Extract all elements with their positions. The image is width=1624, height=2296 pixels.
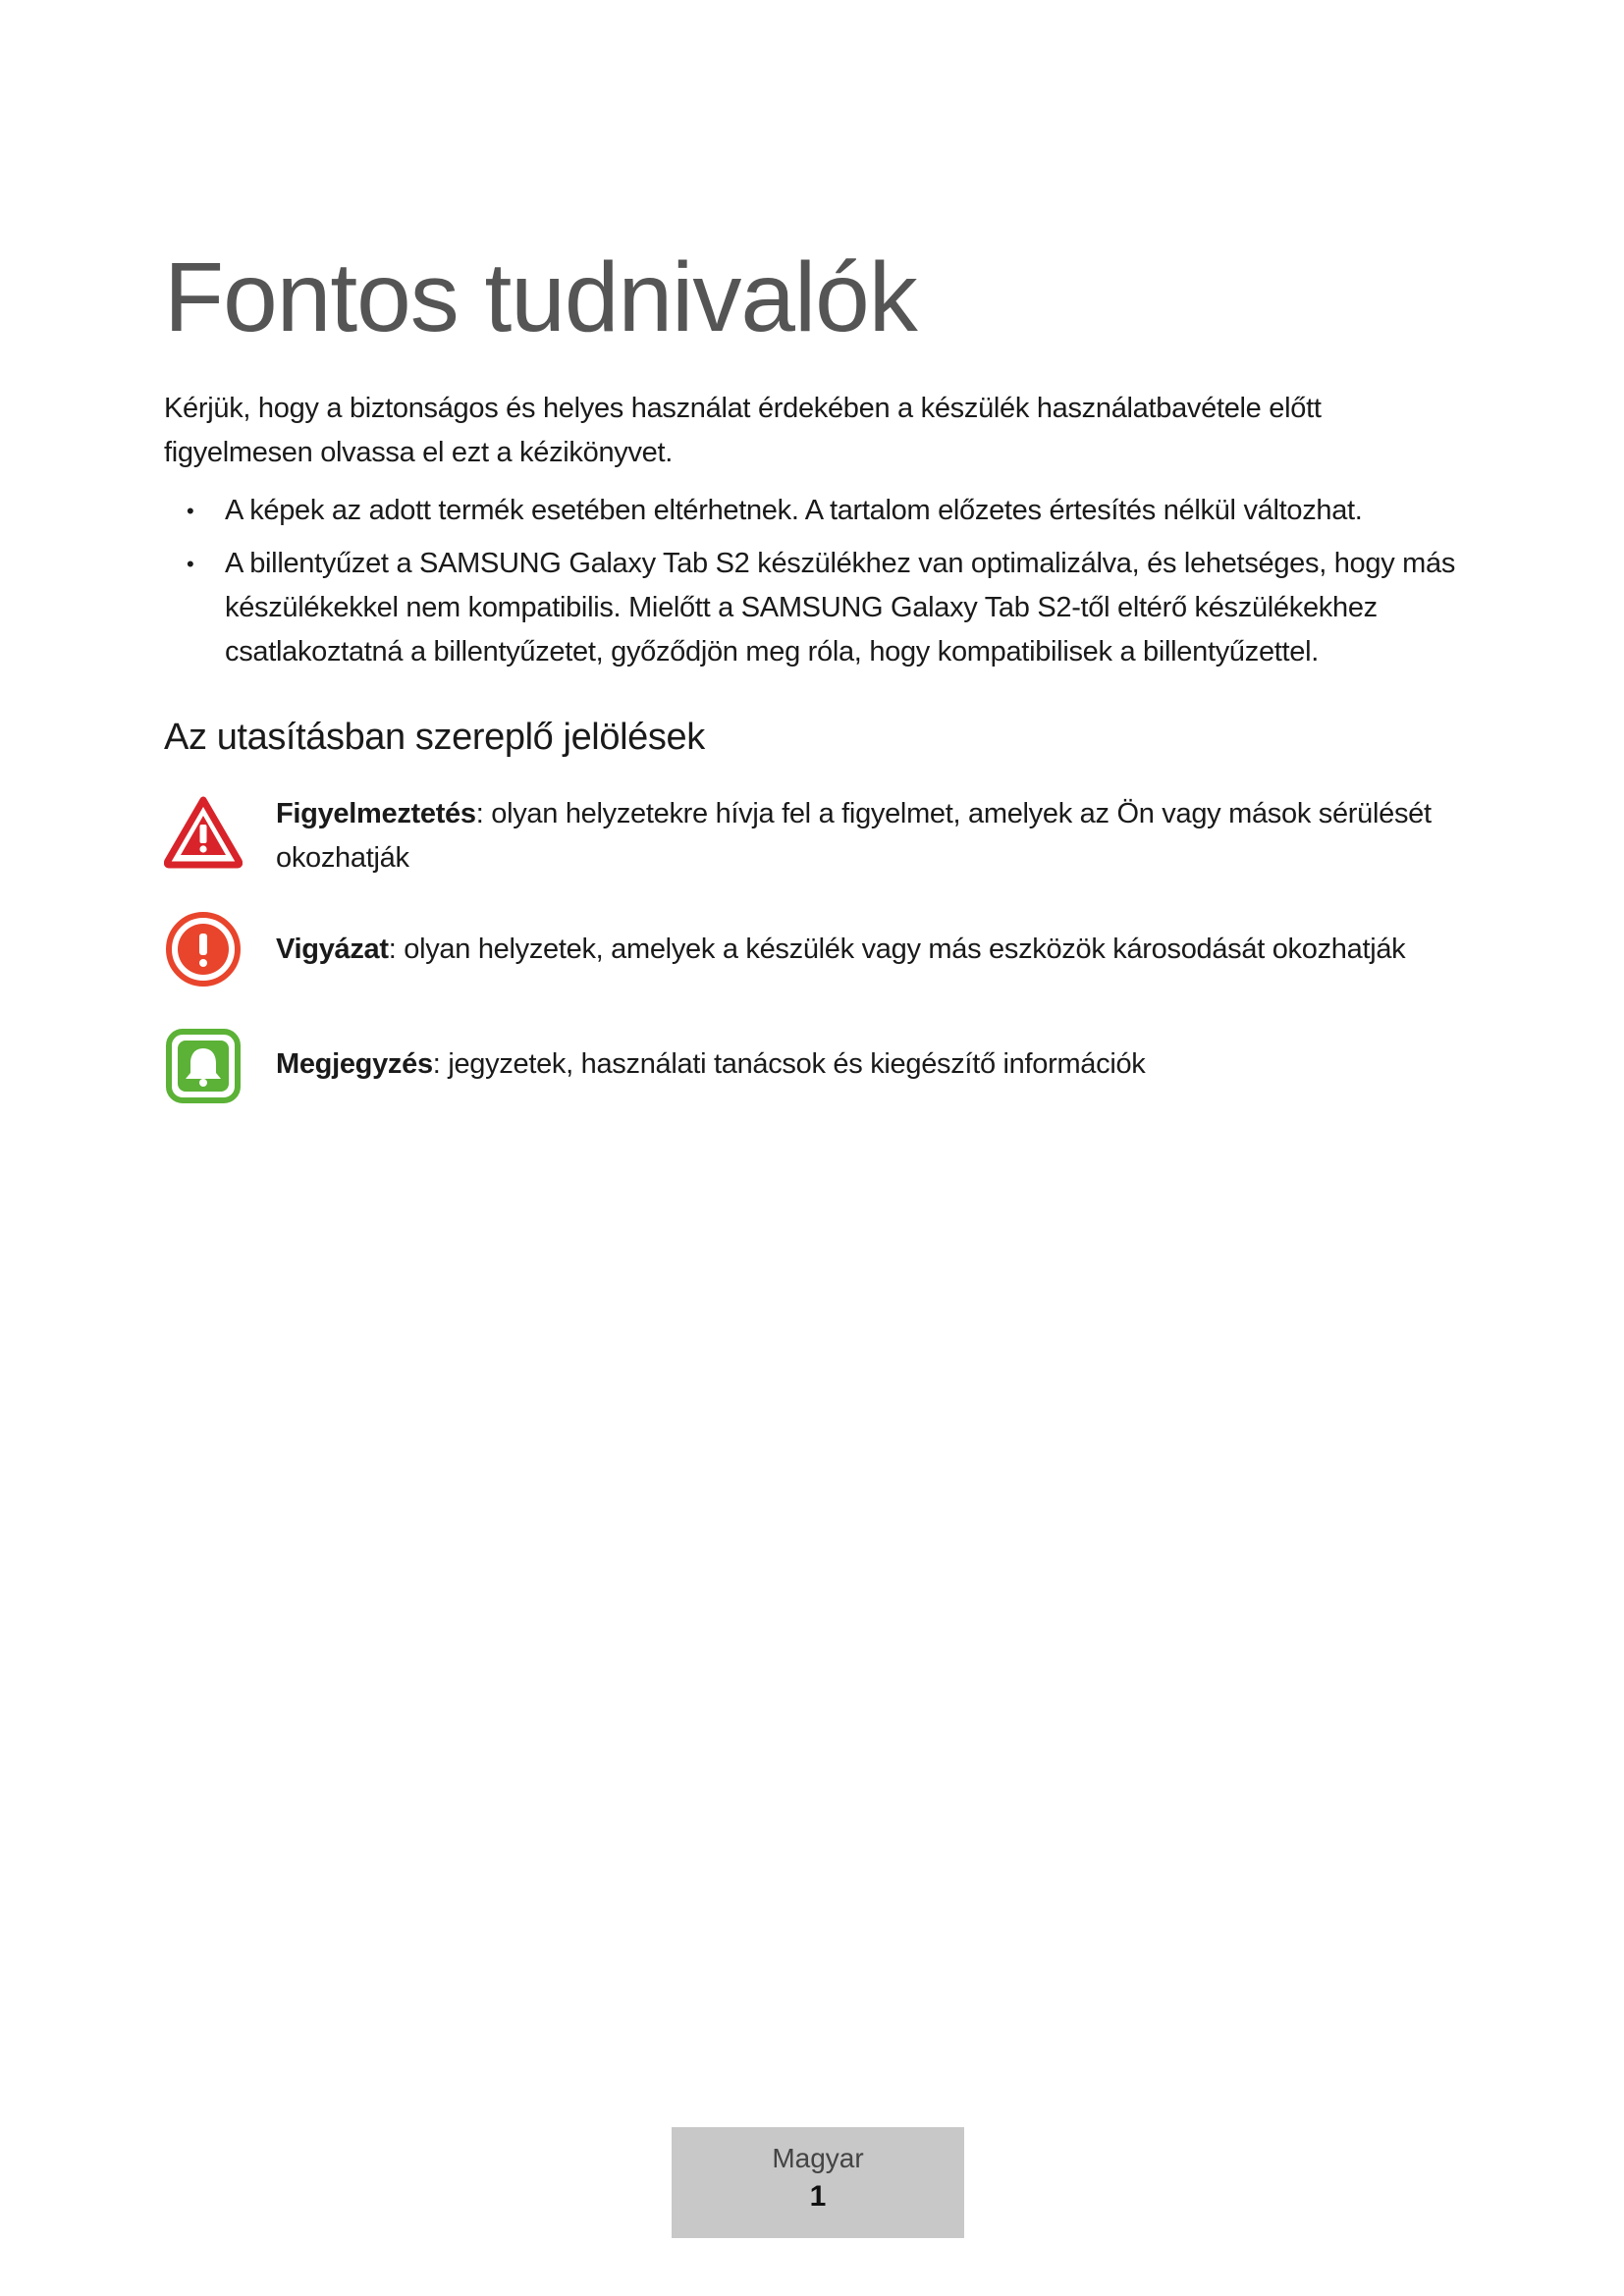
page-number: 1 (809, 2180, 827, 2213)
note-term: Megjegyzés (276, 1048, 433, 1080)
warning-description: olyan helyzetekre hívja fel a figyelmet, amelyek az Ön vagy mások sérülését okozhatják (276, 798, 1432, 874)
footer-language: Magyar (772, 2143, 864, 2173)
caution-exclamation-icon (164, 910, 243, 988)
list-item-text: A képek az adott termék esetében eltérhetnek. A tartalom előzetes értesítés nélkül változhat. (225, 495, 1363, 526)
caution-separator: : (388, 934, 397, 965)
warning-notice (164, 792, 1480, 874)
note-notice (164, 1027, 1480, 1105)
caution-description: olyan helyzetek, amelyek a készülék vagy más eszközök károsodását okozhatják (396, 934, 1406, 965)
note-text (276, 1042, 1503, 1087)
list-item (164, 489, 1499, 533)
note-separator: : (432, 1048, 441, 1080)
list-item-text: A billentyűzet a SAMSUNG Galaxy Tab S2 készülékhez van optimalizálva, és lehetséges, hogy más készülékekkel nem kompatibilis. Mielőtt a SAMSUNG Galaxy Tab S2-től eltérő készülékekhez csatlakoztatná a billentyűzetet, győződjön meg róla, hogy kompatibilisek a billentyűzettel. (225, 548, 1456, 667)
caution-text (276, 928, 1503, 972)
intro-paragraph: Kérjük, hogy a biztonságos és helyes használat érdekében a készülék használatbavétele előtt figyelmesen olvassa el ezt a kézikönyvet. (164, 393, 1322, 468)
warning-text (276, 792, 1503, 881)
bullet-marker: • (187, 499, 194, 523)
warning-term: Figyelmeztetés (276, 798, 476, 829)
list-item (164, 542, 1499, 674)
caution-term: Vigyázat (276, 934, 389, 965)
page-footer (672, 2127, 964, 2238)
section-title: Az utasításban szereplő jelölések (164, 717, 705, 758)
warning-triangle-icon (164, 792, 243, 871)
page-title: Fontos tudnivalók (164, 242, 917, 352)
note-bell-icon (164, 1027, 243, 1105)
caution-notice (164, 910, 1480, 988)
warning-separator: : (475, 798, 484, 829)
bullet-list (164, 489, 1499, 683)
note-description: jegyzetek, használati tanácsok és kiegészítő információk (440, 1048, 1146, 1080)
bullet-marker: • (187, 552, 194, 576)
